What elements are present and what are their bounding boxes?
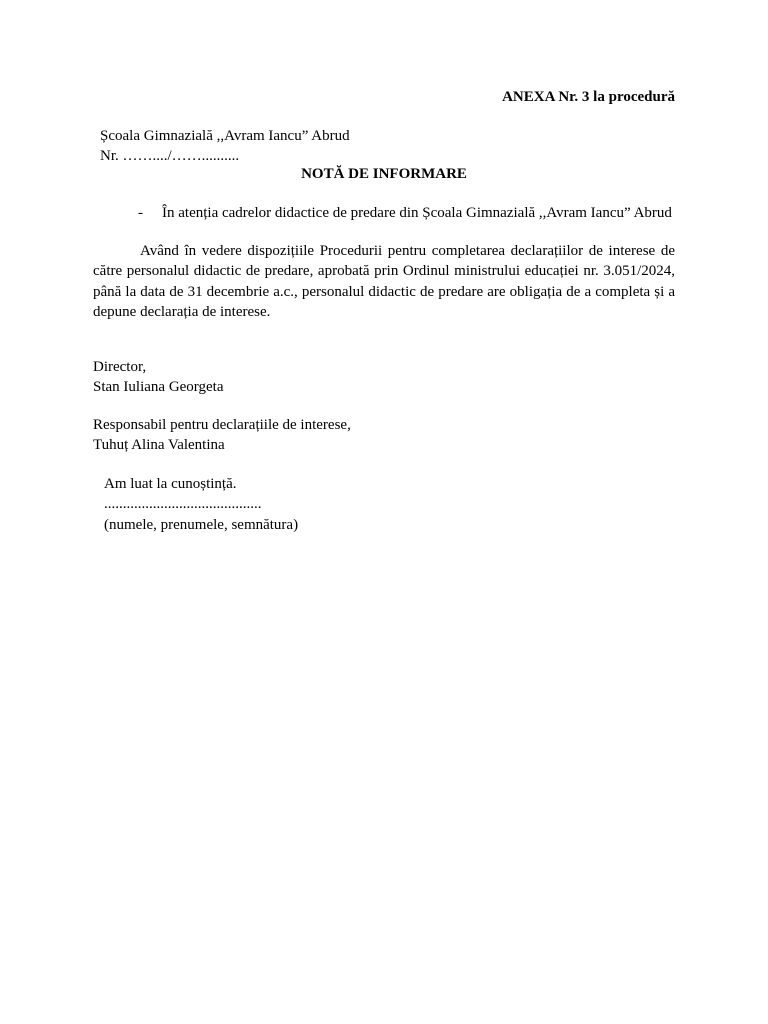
registration-number: Nr. ……..../…….......... bbox=[100, 148, 240, 164]
addressee-bullet bbox=[138, 203, 675, 223]
director-block bbox=[93, 357, 224, 398]
signature-line: .......................................... bbox=[104, 496, 262, 513]
bullet-dash: - bbox=[138, 205, 143, 221]
acknowledgement-text: Am luat la cunoștință. bbox=[104, 476, 237, 492]
director-role: Director, bbox=[93, 359, 147, 375]
responsible-name: Tuhuț Alina Valentina bbox=[93, 437, 225, 454]
responsible-block bbox=[93, 415, 351, 456]
annex-label: ANEXA Nr. 3 la procedură bbox=[502, 89, 675, 105]
director-name: Stan Iuliana Georgeta bbox=[93, 379, 224, 396]
body-paragraph bbox=[93, 241, 675, 322]
signature-caption: (numele, prenumele, semnătura) bbox=[104, 516, 299, 533]
acknowledgement-block bbox=[104, 474, 298, 535]
document-title: NOTĂ DE INFORMARE bbox=[301, 166, 467, 182]
school-name: Școala Gimnazială ,,Avram Iancu” Abrud bbox=[100, 128, 350, 144]
responsible-role: Responsabil pentru declarațiile de interese, bbox=[93, 417, 351, 433]
body-paragraph-text: Având în vedere dispozițiile Procedurii pentru completarea declarațiilor de interese de către personalul didactic de predare, aprobată prin Ordinul ministrului educației nr. 3.051/2024, până la data de 31 decembrie a.c., personalul didactic de predare are obligația de a completa și a depune declarația de interese. bbox=[93, 243, 675, 320]
addressee-text: În atenția cadrelor didactice de predare din Școala Gimnazială ,,Avram Iancu” Abrud bbox=[162, 205, 672, 221]
